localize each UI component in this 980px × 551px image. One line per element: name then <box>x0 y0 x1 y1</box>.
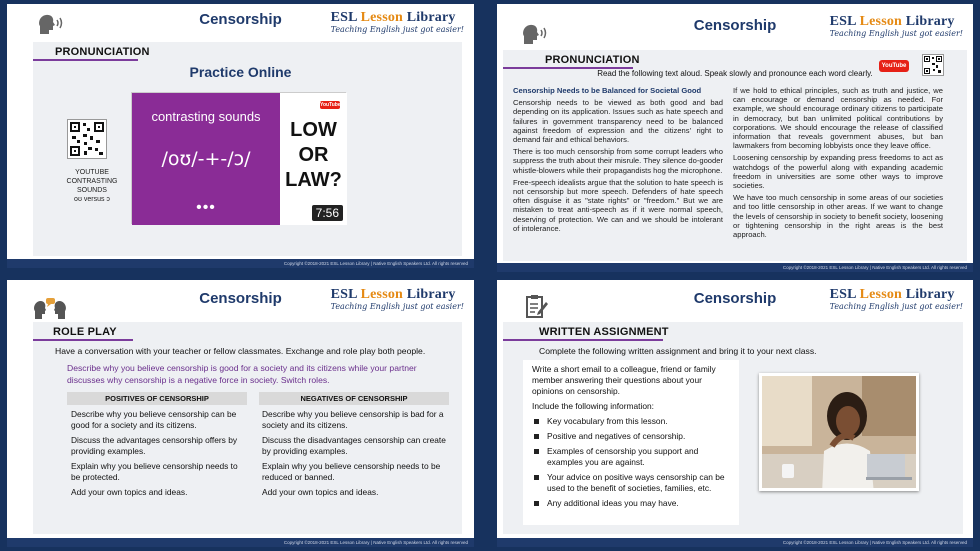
caption-line: YOUTUBE <box>75 169 109 176</box>
brand-text-esl: ESL <box>330 287 361 302</box>
slide-title: Censorship <box>199 290 282 307</box>
section-heading: WRITTEN ASSIGNMENT <box>539 326 669 338</box>
brand-text-library: Library <box>902 14 955 29</box>
youtube-video-thumbnail[interactable] <box>131 92 346 224</box>
negative-item: Discuss the disadvantages censorship can create by providing examples. <box>262 435 446 456</box>
footer-copyright: Copyright ©2018-2021 ESL Lesson Library | Native English Speakers Ltd. All rights reserved <box>497 538 973 547</box>
video-phonetic-text: /oʊ/-+-/ɔ/ <box>161 148 251 170</box>
bullet-item: Key vocabulary from this lesson. <box>532 416 732 427</box>
role-play-intro: Have a conversation with your teacher or fellow classmates. Exchange and role play both people. <box>55 346 426 356</box>
video-topic-text: contrasting sounds <box>151 109 261 124</box>
brand-text-lesson: Lesson <box>360 10 404 25</box>
negative-item: Explain why you believe censorship needs to be reduced or banned. <box>262 461 441 482</box>
positives-header: POSITIVES OF CENSORSHIP <box>67 392 247 405</box>
caption-line: oʊ versus ɔ <box>74 196 110 203</box>
brand-text-library: Library <box>902 287 955 302</box>
bullet-item: Any additional ideas you may have. <box>532 498 732 509</box>
article-paragraph: Censorship needs to be viewed as both good and bad depending on its application. Issues such as hate speech and failures in government transparency need to be balanced against freedom of expression and the citizens' right to demand fair and ethical behaviors. <box>513 98 723 145</box>
section-underline <box>33 339 133 341</box>
positive-item: Add your own topics and ideas. <box>71 487 188 497</box>
slide-title: Censorship <box>693 17 777 34</box>
bullet-item: Your advice on positive ways censorship can be used to the benefit of societies, families, etc. <box>532 472 732 494</box>
brand-text-lesson: Lesson <box>360 287 404 302</box>
slide-role-play <box>7 280 474 547</box>
section-underline <box>503 339 663 341</box>
brand-text-esl: ESL <box>829 287 860 302</box>
big-word: LOW <box>290 119 337 141</box>
slide-title: Censorship <box>693 290 777 307</box>
article-paragraph: There is too much censorship from some corrupt leaders who suppress the truth about their misrule. They silence do-gooder whistle-blowers while their propagandists hog the microphone. <box>513 147 723 175</box>
youtube-logo-icon: YouTube <box>320 102 341 108</box>
video-big-text <box>280 118 347 193</box>
brand-logo <box>830 287 963 311</box>
brand-tagline: Teaching English just got easier! <box>330 302 464 311</box>
brand-text-lesson: Lesson <box>859 287 903 302</box>
section-heading: PRONUNCIATION <box>55 46 150 58</box>
article-paragraph: Free-speech idealists argue that the solution to hate speech is not censorship but more speech. Defenders of hate speech often disguise it as "state rights" or "freedom." But we are mistaken to treat anti-speech as if it were normal speech, deserving of protection. We can and we should be intolerant of intolerance. <box>513 177 723 233</box>
brand-tagline: Teaching English just got easier! <box>330 25 464 34</box>
negative-item: Describe why you believe censorship is bad for a society and its citizens. <box>262 409 444 430</box>
role-play-description: Describe why you believe censorship is good for a society and its citizens while your partner discusses why censorship is a negative force in society. Switch roles. <box>67 363 417 385</box>
assignment-task: Write a short email to a colleague, friend or family member answering their questions about your opinions on censorship. <box>532 364 716 396</box>
caption-line: SOUNDS <box>77 187 107 194</box>
positives-list <box>71 409 247 502</box>
slide-title: Censorship <box>199 11 282 28</box>
negatives-header: NEGATIVES OF CENSORSHIP <box>259 392 449 405</box>
qr-code-icon[interactable] <box>922 54 944 76</box>
footer-copyright: Copyright ©2018-2021 ESL Lesson Library | Native English Speakers Ltd. All rights reserved <box>7 259 474 268</box>
negatives-list <box>262 409 448 502</box>
more-dots-icon: ••• <box>196 199 216 216</box>
brand-tagline: Teaching English just got easier! <box>829 29 963 38</box>
youtube-caption <box>57 168 127 204</box>
positive-item: Discuss the advantages censorship offers by providing examples. <box>71 435 238 456</box>
brand-text-esl: ESL <box>330 10 361 25</box>
brand-text-library: Library <box>403 287 456 302</box>
qr-code-icon[interactable] <box>67 119 107 159</box>
brand-tagline: Teaching English just got easier! <box>829 302 963 311</box>
positive-item: Describe why you believe censorship can be good for a society and its citizens. <box>71 409 237 430</box>
big-word: OR <box>298 144 329 166</box>
positive-item: Explain why you believe censorship needs to be protected. <box>71 461 238 482</box>
brand-text-library: Library <box>403 10 456 25</box>
negative-item: Add your own topics and ideas. <box>262 487 379 497</box>
article-paragraph: If we hold to ethical principles, such as truth and justice, we can encourage or demand censorship as needed. For example, we should encourage ordinary citizens to participate in democracy, but ban unlimited political contributions by corporations. We should encourage the release of classified information that reveals government abuses, but ban lawmakers from becoming lobbyists once they leave office. <box>733 86 943 151</box>
bullet-item: Positive and negatives of censorship. <box>532 431 732 442</box>
footer-copyright: Copyright ©2018-2021 ESL Lesson Library | Native English Speakers Ltd. All rights reserved <box>7 538 474 547</box>
practice-online-heading: Practice Online <box>189 64 292 80</box>
reading-instruction: Read the following text aloud. Speak slowly and pronounce each word clearly. <box>597 69 873 78</box>
article-title: Censorship Needs to be Balanced for Societal Good <box>513 86 702 95</box>
video-right-panel <box>280 93 347 225</box>
brand-logo <box>830 14 963 38</box>
article-paragraph: We have too much censorship in some areas of our societies and too little censorship in other areas. If we want to change the levels of censorship in society to benefit society, loosening or tightening censorship in the right areas is the best approach. <box>733 193 943 240</box>
assignment-intro: Complete the following written assignment and bring it to your next class. <box>539 346 817 356</box>
video-left-panel <box>132 93 280 225</box>
woman-laptop-photo <box>759 373 919 491</box>
brand-text-esl: ESL <box>829 14 860 29</box>
brand-logo <box>331 287 464 311</box>
slide-written-assignment <box>497 280 973 547</box>
section-heading: PRONUNCIATION <box>545 54 640 66</box>
brand-logo <box>331 10 464 34</box>
section-underline <box>33 59 138 61</box>
footer-copyright: Copyright ©2018-2021 ESL Lesson Library | Native English Speakers Ltd. All rights reserved <box>497 263 973 272</box>
assignment-text <box>532 364 732 513</box>
article-right-column <box>733 86 943 242</box>
youtube-logo-icon[interactable]: YouTube <box>879 60 909 72</box>
slide-pronunciation-practice <box>7 4 474 268</box>
bullet-item: Examples of censorship you support and examples you are against. <box>532 446 732 468</box>
article-left-column <box>513 86 723 236</box>
assignment-bullets <box>532 416 732 509</box>
video-duration: 7:56 <box>312 205 343 221</box>
slide-pronunciation-reading <box>497 4 973 272</box>
caption-line: CONTRASTING <box>66 178 118 185</box>
assignment-include: Include the following information: <box>532 401 654 411</box>
brand-text-lesson: Lesson <box>859 14 903 29</box>
big-word: LAW? <box>285 169 342 191</box>
article-paragraph: Loosening censorship by expanding press freedoms to act as watchdogs of the powerful along with expanding academic freedom in universities are some other ways to improve societies. <box>733 153 943 191</box>
section-heading: ROLE PLAY <box>53 326 117 338</box>
